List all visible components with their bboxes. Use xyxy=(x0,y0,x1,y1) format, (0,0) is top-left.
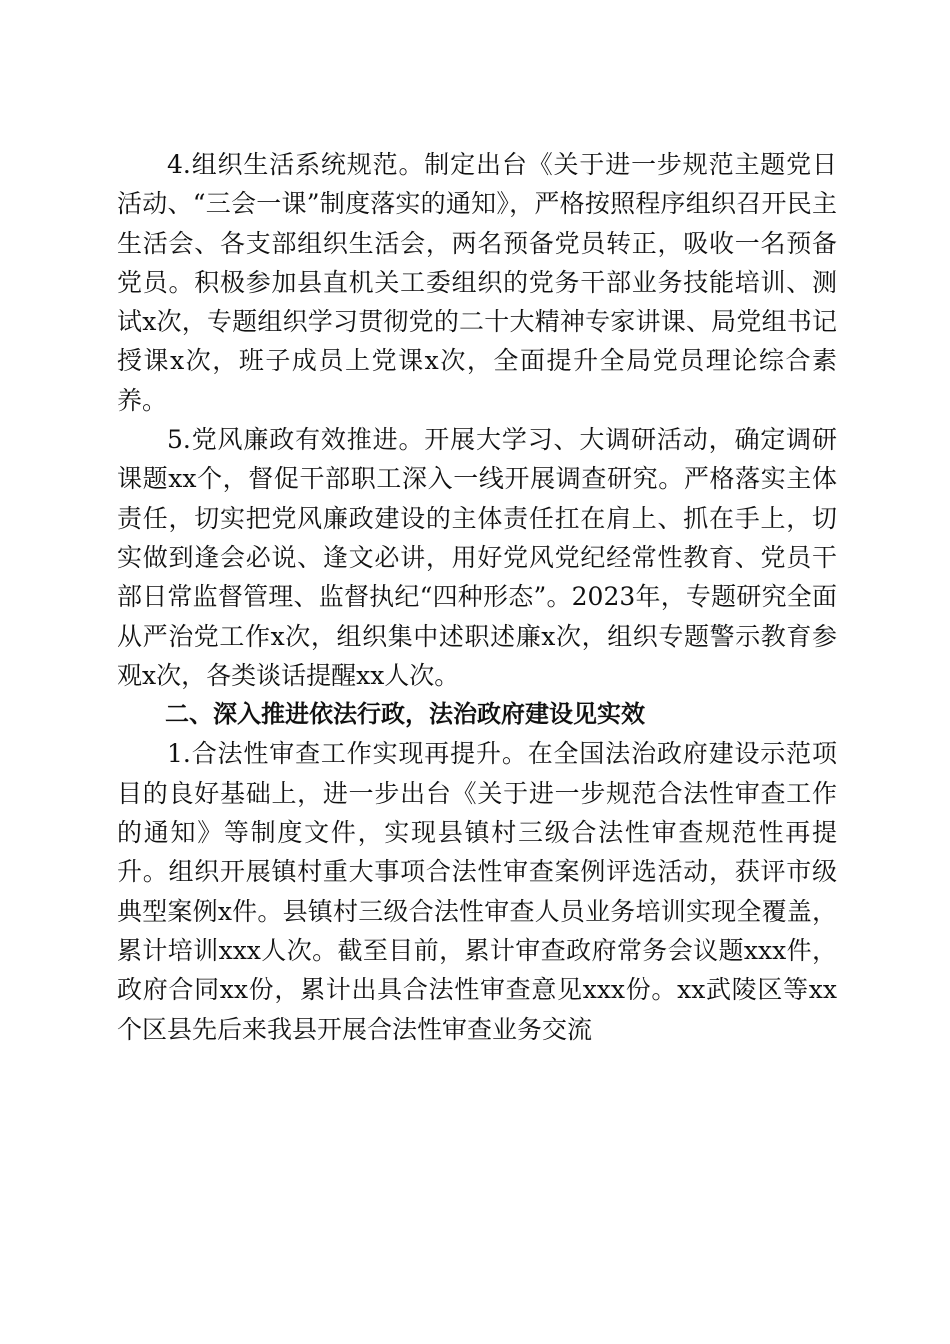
paragraph-organizational-life: 4.组织生活系统规范。制定出台《关于进一步规范主题党日活动、“三会一课”制度落实的通知》，严格按照程序组织召开民主生活会、各支部组织生活会，两名预备党员转正，吸收一名预备党员。积极参加县直机关工委组织的党务干部业务技能培训、测试x次，专题组织学习贯彻党的二十大精神专家讲课、局党组书记授课x次，班子成员上党课x次，全面提升全局党员理论综合素养。 xyxy=(117,150,837,415)
document-page xyxy=(117,145,837,1049)
paragraph-legality-review: 1.合法性审查工作实现再提升。在全国法治政府建设示范项目的良好基础上，进一步出台《关于进一步规范合法性审查工作的通知》等制度文件，实现县镇村三级合法性审查规范性再提升。组织开展镇村重大事项合法性审查案例评选活动，获评市级典型案例x件。县镇村三级合法性审查人员业务培训实现全覆盖，累计培训xxx人次。截至目前，累计审查政府常务会议题xxx件，政府合同xx份，累计出具合法性审查意见xxx份。xx武陵区等xx个区县先后来我县开展合法性审查业务交流 xyxy=(117,739,837,1044)
section-heading-rule-of-law: 二、深入推进依法行政，法治政府建设见实效 xyxy=(165,700,645,729)
paragraph-party-conduct: 5.党风廉政有效推进。开展大学习、大调研活动，确定调研课题xx个，督促干部职工深入一线开展调查研究。严格落实主体责任，切实把党风廉政建设的主体责任扛在肩上、抓在手上，切实做到逢会必说、逢文必讲，用好党风党纪经常性教育、党员干部日常监督管理、监督执纪“四种形态”。2023年，专题研究全面从严治党工作x次，组织集中述职述廉x次，组织专题警示教育参观x次，各类谈话提醒xx人次。 xyxy=(117,425,837,690)
